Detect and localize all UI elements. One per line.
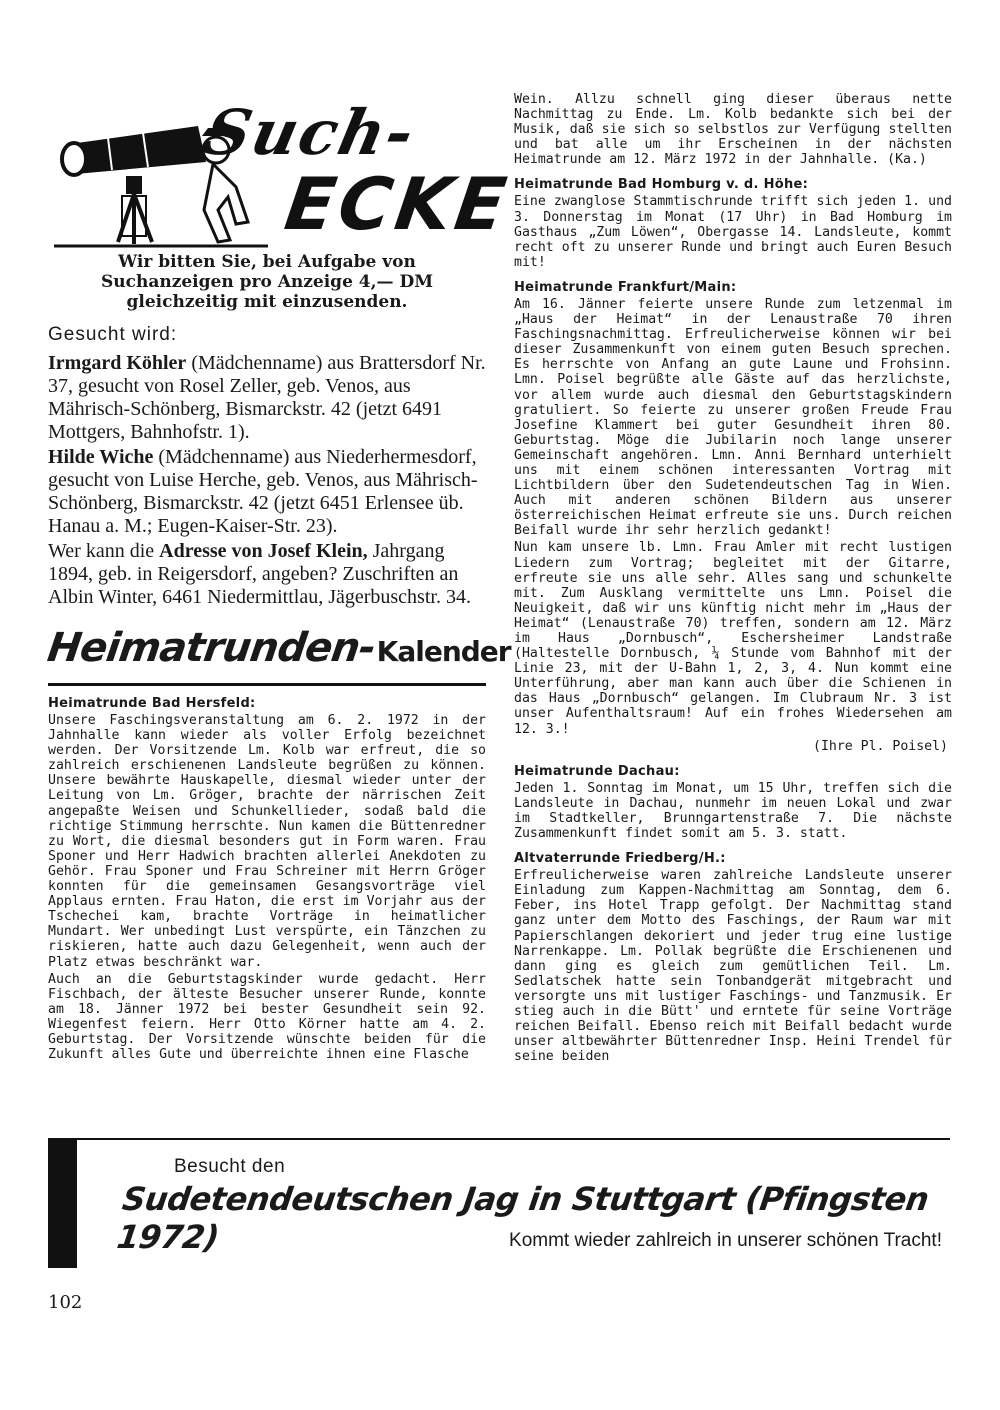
entry-name: Irmgard Köhler	[48, 352, 187, 374]
section-paragraph: Jeden 1. Sonntag im Monat, um 15 Uhr, treffen sich die Landsleute in Dachau, nunmehr im neuen Lokal und zwar im Stadtkeller, Brunngartenstraße 7. Die nächste Zusammenkunft findet somit am 5. 3. statt.	[514, 780, 952, 842]
entry-pre: Wer kann die	[48, 540, 160, 562]
section-heading: Heimatrunde Bad Hersfeld:	[48, 696, 256, 711]
entry-text: (Mädchenname) aus Brattersdorf Nr. 37, gesucht von Rosel Zeller, geb. Venos, aus Mährisch-Schönberg, Bismarckstr. 42 (jetzt 6491 Mottgers, Bahnhofstr. 1).	[48, 352, 486, 443]
fee-notice: Wir bitten Sie, bei Aufgabe von Suchanzeigen pro Anzeige 4,— DM gleichzeitig mit einzusenden.	[100, 252, 434, 312]
calendar-title-part2: Kalender	[376, 635, 511, 668]
section-heading: Heimatrunde Frankfurt/Main:	[514, 279, 737, 295]
event-banner	[48, 1140, 948, 1268]
banner-line2: Sudetendeutschen Jag in Stuttgart (Pfingsten 1972)	[114, 1180, 932, 1256]
signature: (Ihre Pl. Poisel)	[813, 738, 948, 754]
page-number: 102	[48, 1292, 83, 1313]
section-heading: Heimatrunde Dachau:	[514, 763, 680, 779]
section-paragraph: Erfreulicherweise waren zahlreiche Landsleute unserer Einladung zum Kappen-Nachmittag am Sonntag, dem 6. Feber, ins Hotel Trapp gefolgt. Der Nachmittag stand ganz unter dem Motto des Faschings, der Raum war mit Papierschlangen dekoriert und jeder trug eine lustige Narrenkappe. Lm. Pollak begrüßte die Erschienenen und dann ging es gleich zum gemütlichen Teil. Lm. Sedlatschek hatte sein Tonbandgerät mitgebracht und versorgte uns mit lustiger Faschings- und Tanzmusik. Er stieg auch in die Bütt' und erntete für seine Vorträge reichen Beifall. Ebenso reich mit Beifall bedacht wurde unser altbewährter Büttenredner Insp. Heini Trendel für seine beiden	[514, 868, 952, 1065]
search-entry	[48, 446, 486, 538]
banner-line3: Kommt wieder zahlreich in unserer schönen Tracht!	[509, 1230, 942, 1251]
section-paragraph: Eine zwanglose Stammtischrunde trifft sich jeden 1. und 3. Donnerstag im Monat (17 Uhr) in Bad Homburg im Gasthaus „Zum Löwen“, Obergasse 14. Landsleute, kommt recht oft zu unserer Runde und bringt auch Euren Besuch mit!	[514, 194, 952, 270]
calendar-title-part1: Heimatrunden-	[44, 625, 378, 671]
section-paragraph: Unsere Faschingsveranstaltung am 6. 2. 1972 in der Jahnhalle kann wieder als voller Erfolg bezeichnet werden. Der Vorsitzende Lm. Kolb war erfreut, die so zahlreich erschienenen Landsleute begrüßen zu können. Unsere bewährte Hauskapelle, diesmal wieder unter der Leitung von Lm. Gröger, brachte der närrischen Zeit angepaßte Weisen und Schunkellieder, sodaß bald die richtige Stimmung herrschte. Nun kamen die Büttenredner zu Wort, die diesmal besonders gut in Form waren. Frau Sponer und Herr Hadwich brachten allerlei Anekdoten zu Gehör. Frau Sponer und Frau Schreiner mit Herrn Gröger konnten für die gemeinsamen Gesangsvorträge viel Applaus ernten. Frau Haton, die erst im Vorjahr aus der Tschechei kam, brachte Vorträge in heimatlicher Mundart. Wer unbedingt Lust verspürte, ein Tänzchen zu riskieren, hatte auch dazu Gelegenheit, wenn auch der Platz etwas beschränkt war.	[48, 713, 486, 970]
section-paragraph: Auch an die Geburtstagskinder wurde gedacht. Herr Fischbach, der älteste Besucher unserer Runde, konnte am 18. Jänner 1972 bei bester Gesundheit sein 92. Wiegenfest feiern. Herr Otto Körner hatte am 4. 2. Geburtstag. Der Vorsitzende wünschte beiden für die Zukunft alles Gute und überreichte ihnen eine Flasche	[48, 971, 486, 1063]
entry-name: Hilde Wiche	[48, 446, 154, 468]
entry-text: Jahrgang 1894, geb. in Reigersdorf, angeben? Zuschriften an Albin Winter, 6461 Niedermittlau, Jägerbuschstr. 34.	[48, 540, 471, 608]
section-heading: Altvaterrunde Friedberg/H.:	[514, 851, 726, 867]
section-paragraph: Nun kam unsere lb. Lmn. Frau Amler mit recht lustigen Liedern zum Vortrag; begleitet mit der Gitarre, erfreute sie uns alle sehr. Alles sang und schunkelte mit. Zum Ausklang vermittelte uns Lmn. Poisel die Neuigkeit, daß wir uns künftig nicht mehr im „Haus der Heimat“ (Lenaustraße 70) treffen, sondern am 12. März im Haus „Dornbusch“, Eschersheimer Landstraße (Haltestelle Dornbusch, ¼ Stunde vom Bahnhof mit der Linie 23, mit der U-Bahn 1, 2, 3, 4. Nun kommt eine Unterführung, aber man kann auch über die Schienen in das Haus „Dornbusch“ gelangen. Im Clubraum Nr. 3 ist unser Aufenthaltsraum! Auf ein frohes Wiedersehen am 12. 3.!	[514, 540, 952, 737]
entry-name: Adresse von Josef Klein,	[159, 540, 368, 562]
calendar-title	[44, 625, 511, 686]
logo-word-ecke: ECKE	[280, 162, 515, 246]
right-column	[514, 92, 952, 1064]
entry-text: (Mädchenname) aus Niederhermesdorf, gesucht von Luise Herche, geb. Venos, aus Mährisch-Schönberg, Bismarckstr. 42 (jetzt 6451 Erlensee üb. Hanau a. M.; Eugen-Kaiser-Str. 23).	[48, 446, 478, 537]
searched-heading: Gesucht wird:	[48, 324, 178, 345]
search-entry	[48, 540, 486, 609]
such-ecke-logo	[48, 92, 515, 252]
logo-word-such: Such-	[198, 96, 423, 169]
banner-line1: Besucht den	[174, 1156, 286, 1177]
banner-bar	[48, 1140, 77, 1268]
section-paragraph: Am 16. Jänner feierte unsere Runde zum letzenmal im „Haus der Heimat“ in der Lenaustraße 70 ihren Faschingsnachmittag. Erfreulicherweise können wir bei dieser Zusammenkunft von einem guten Besuch sprechen. Es herrschte von Anfang an gute Laune und Frohsinn. Lmn. Poisel begrüßte alle Gäste auf das herzlichste, vor allem wurde auch diesmal den Geburtstagskindern gratuliert. So feierte zu unserer großen Freude Frau Josefine Klammert bei guter Gesundheit ihren 80. Geburtstag. Möge die Jubilarin noch lange unserer Gemeinschaft angehören. Lmn. Anni Bernhard unterhielt uns mit einem schönen interessanten Vortrag mit Lichtbildern über den Sudetendeutschen Tag in Wien. Auch mit anderen schönen Bildern aus unserer österreichischen Heimat erfreute sie uns. Durch reichen Beifall wurde ihr sehr herzlich gedankt!	[514, 296, 952, 539]
search-entry	[48, 352, 486, 444]
left-column	[44, 92, 515, 1063]
section-heading: Heimatrunde Bad Homburg v. d. Höhe:	[514, 177, 809, 193]
continued-paragraph: Wein. Allzu schnell ging dieser überaus nette Nachmittag zu Ende. Lm. Kolb bedankte sich bei der Musik, daß sie sich so selbstlos zur Verfügung stellten und bat alle um ihr Erscheinen in der nächsten Heimatrunde am 12. März 1972 in der Jahnhalle. (Ka.)	[514, 92, 952, 168]
